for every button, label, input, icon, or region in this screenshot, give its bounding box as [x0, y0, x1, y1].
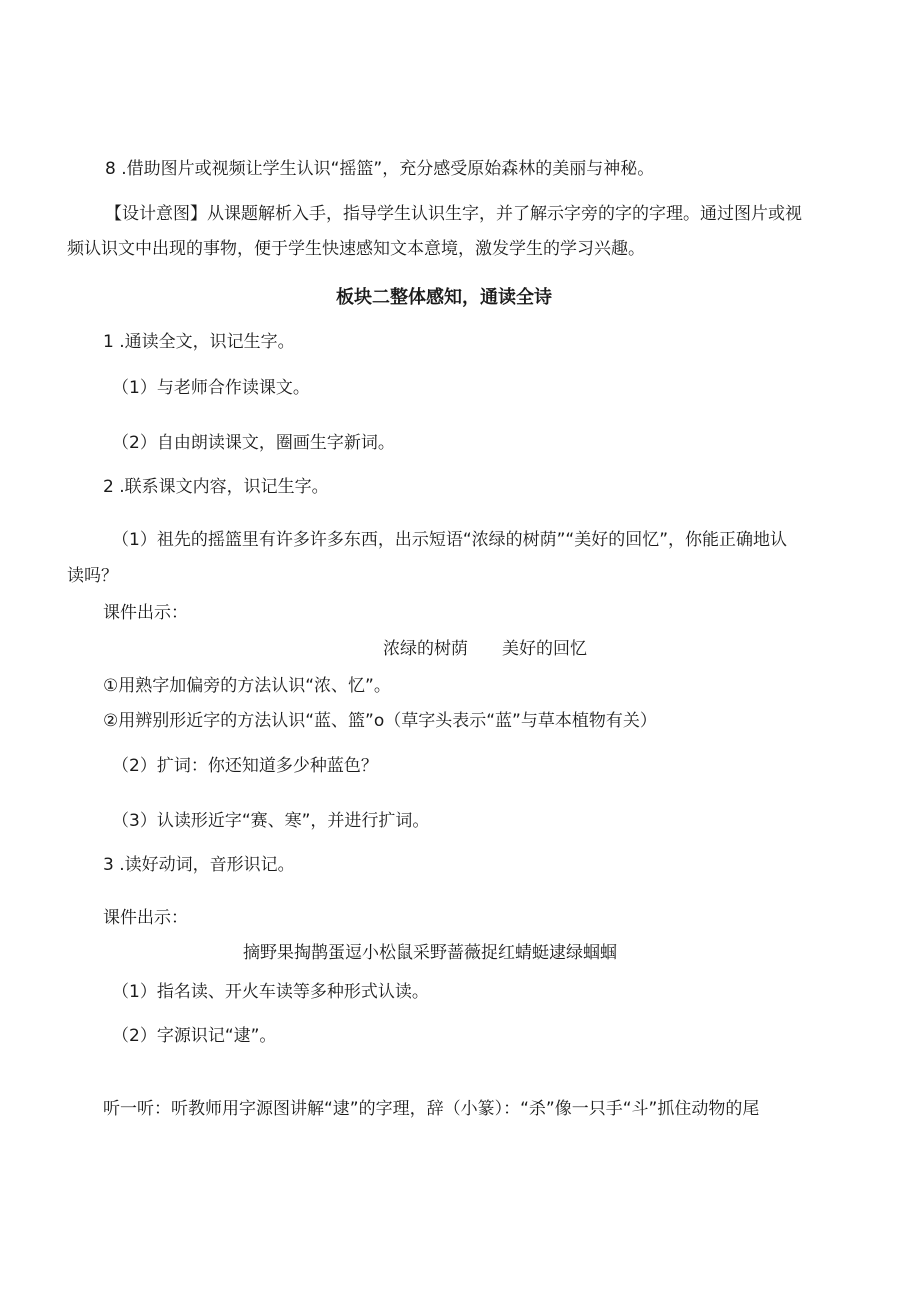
method-2: ②用辨别形近字的方法认识“蓝、篮”o（草字头表示“蓝”与草本植物有关）: [103, 711, 657, 731]
design-intent-line-2: 频认识文中出现的事物，便于学生快速感知文本意境，激发学生的学习兴趣。: [67, 239, 645, 259]
design-intent-line-1: 【设计意图】从课题解析入手，指导学生认识生字，并了解示字旁的字的字理。通过图片或视: [105, 204, 802, 224]
step-1-sub-2: （2）自由朗读课文，圈画生字新词。: [112, 433, 395, 453]
courseware-label-1: 课件出示：: [103, 603, 188, 623]
step-1-sub-1: （1）与老师合作读课文。: [112, 378, 310, 398]
step-3-sub-1: （1）指名读、开火车读等多种形式认读。: [112, 982, 429, 1002]
step-2-sub-1-line-2: 读吗？: [67, 566, 118, 586]
listen-paragraph: 听一听：听教师用字源图讲解“逮”的字理，辞（小篆）：“杀”像一只手“斗”抓住动物的尾: [103, 1099, 760, 1119]
step-2: 2 .联系课文内容，识记生字。: [103, 477, 329, 497]
step-3: 3 .读好动词，音形识记。: [103, 855, 295, 875]
item-8: 8 .借助图片或视频让学生认识“摇篮”，充分感受原始森林的美丽与神秘。: [105, 159, 655, 179]
step-2-sub-2: （2）扩词：你还知道多少种蓝色？: [112, 756, 378, 776]
step-1: 1 .通读全文，识记生字。: [103, 332, 295, 352]
section-heading: 板块二整体感知，通读全诗: [336, 287, 552, 308]
step-3-sub-2: （2）字源识记“逮”。: [112, 1026, 277, 1046]
step-2-sub-3: （3）认读形近字“赛、寒”，并进行扩词。: [112, 811, 430, 831]
courseware-label-2: 课件出示：: [103, 908, 188, 928]
step-2-sub-1-line-1: （1）祖先的摇篮里有许多许多东西，出示短语“浓绿的树荫”“美好的回忆”，你能正确地认: [112, 530, 788, 550]
phrases-display: 浓绿的树荫 美好的回忆: [383, 639, 587, 659]
verbs-display: 摘野果掏鹊蛋逗小松鼠采野蔷薇捉红蜻蜓逮绿蝈蝈: [243, 943, 617, 963]
method-1: ①用熟字加偏旁的方法认识“浓、忆”。: [103, 676, 391, 696]
